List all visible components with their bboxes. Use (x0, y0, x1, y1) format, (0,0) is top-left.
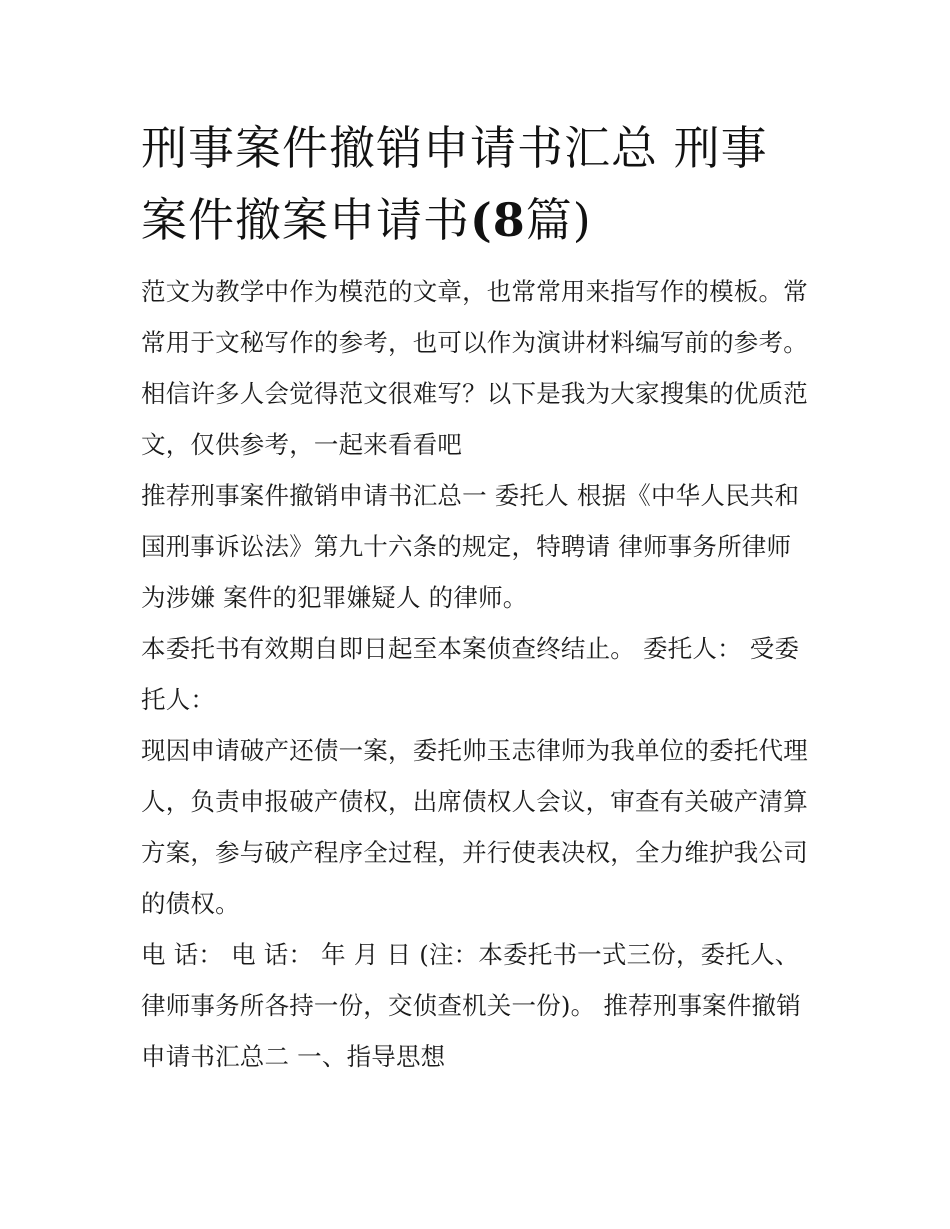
paragraph-contact: 电 话： 电 话： 年 月 日 (注：本委托书一式三份，委托人、律师事务所各持一份，交侦查机关一份)。 推荐刑事案件撤销申请书汇总二 一、指导思想 (141, 940, 801, 1071)
paragraph-bankruptcy: 现因申请破产还债一案，委托帅玉志律师为我单位的委托代理人，负责申报破产债权，出席债权人会议，审查有关破产清算方案，参与破产程序全过程，并行使表决权，全力维护我公司的债权。 (141, 736, 808, 918)
document-body (141, 112, 813, 1082)
title-suffix: 篇) (525, 193, 592, 247)
document-title (141, 112, 813, 256)
paragraph-entrustment: 推荐刑事案件撤销申请书汇总一 委托人 根据《中华人民共和国刑事诉讼法》第九十六条的规定，特聘请 律师事务所律师 为涉嫌 案件的犯罪嫌疑人 的律师。 (141, 481, 800, 612)
paragraph-intro: 范文为教学中作为模范的文章，也常常用来指写作的模板。常常用于文秘写作的参考，也可以作为演讲材料编写前的参考。相信许多人会觉得范文很难写？以下是我为大家搜集的优质范文，仅供参考，一起来看看吧 (141, 277, 808, 459)
title-text: 刑事案件撤销申请书汇总 刑事案件撤案申请书 (141, 121, 768, 247)
title-count: (8 (470, 193, 526, 247)
paragraph-validity: 本委托书有效期自即日起至本案侦查终结止。 委托人： 受委托人： (141, 634, 800, 714)
